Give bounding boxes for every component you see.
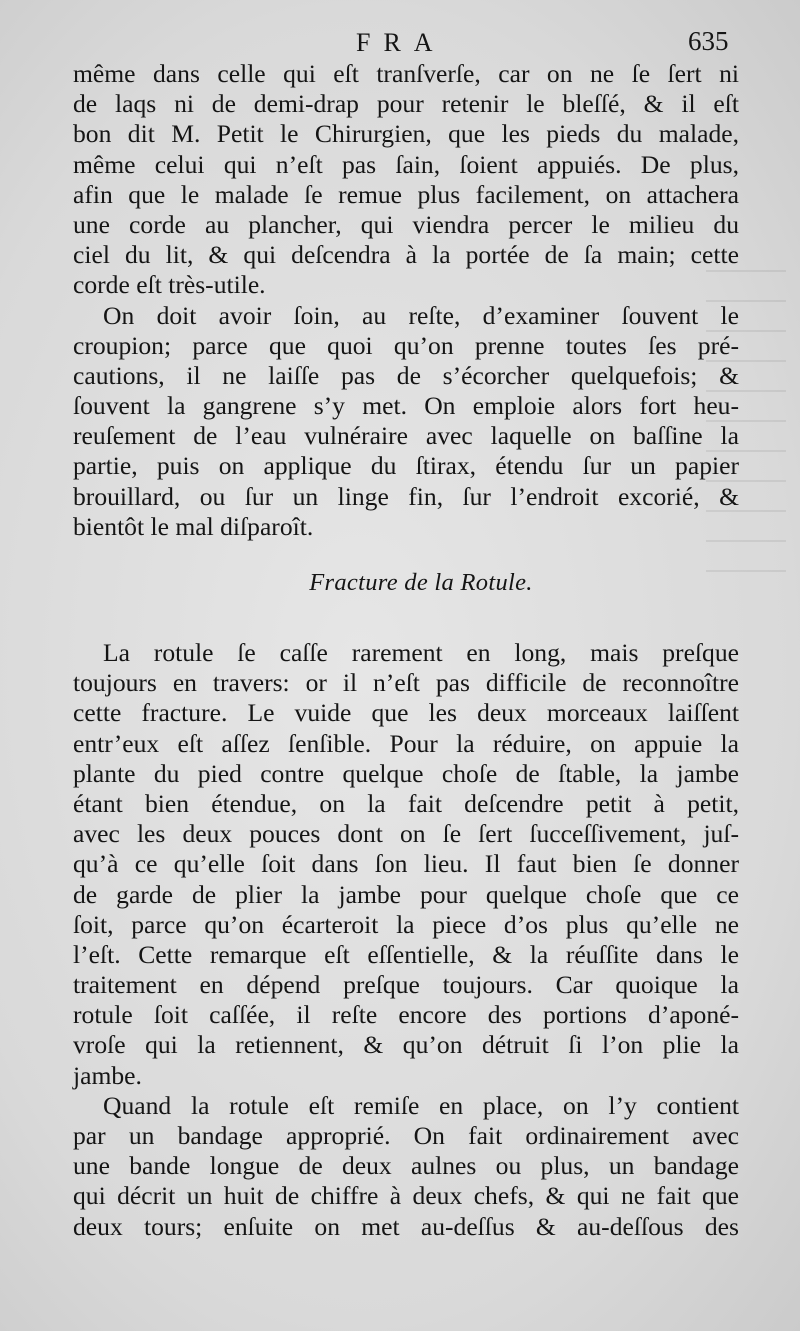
text-line: traitement en dépend preſque toujours. Car quoique la bbox=[73, 970, 739, 1000]
page-number: 635 bbox=[688, 26, 729, 56]
body-text bbox=[73, 59, 739, 1242]
text-line: entr’eux eſt aſſez ſenſible. Pour la réduire, on appuie la bbox=[73, 728, 739, 758]
text-line: plante du pied contre quelque choſe de ſtable, la jambe bbox=[73, 758, 739, 788]
text-line: rotule ſoit caſſée, il reſte encore des portions d’aponé- bbox=[73, 1000, 739, 1030]
text-line: La rotule ſe caſſe rarement en long, mais preſque bbox=[103, 638, 739, 667]
text-line: reuſement de l’eau vulnéraire avec laquelle on baſſine la bbox=[73, 421, 739, 451]
text-line: bon dit M. Petit le Chirurgien, que les pieds du malade, bbox=[73, 119, 739, 149]
text-line: On doit avoir ſoin, au reſte, d’examiner ſouvent le bbox=[103, 300, 739, 330]
text-line: ciel du lit, & qui deſcendra à la portée de ſa main; cette bbox=[73, 240, 739, 270]
text-line: avec les deux pouces dont on ſe ſert ſucceſſivement, juſ- bbox=[73, 819, 739, 849]
text-line: partie, puis on applique du ſtirax, étendu ſur un papier bbox=[73, 451, 739, 481]
text-line: de garde de plier la jambe pour quelque choſe que ce bbox=[73, 879, 739, 909]
text-line: corde eſt très-utile. bbox=[73, 270, 266, 300]
text-line: deux tours; enſuite on met au-deſſus & au-deſſous des bbox=[73, 1211, 739, 1241]
text-line: même celui qui n’eſt pas ſain, ſoient appuiés. De plus, bbox=[73, 149, 739, 179]
text-line: croupion; parce que quoi qu’on prenne toutes ſes pré- bbox=[73, 330, 739, 360]
text-line: une corde au plancher, qui viendra percer le milieu du bbox=[73, 209, 739, 239]
text-line: jambe. bbox=[73, 1060, 142, 1090]
text-line: l’eſt. Cette remarque eſt eſſentielle, & la réuſſite dans le bbox=[73, 939, 739, 969]
text-line: ſouvent la gangrene s’y met. On emploie alors fort heu- bbox=[73, 391, 739, 421]
text-line: bientôt le mal diſparoît. bbox=[73, 511, 314, 541]
text-line: une bande longue de deux aulnes ou plus, un bandage bbox=[73, 1151, 739, 1181]
text-line: toujours en travers: or il n’eſt pas difficile de reconnoître bbox=[73, 668, 739, 698]
paragraph bbox=[73, 301, 739, 543]
paragraph bbox=[73, 638, 739, 1091]
running-head: FRA bbox=[356, 28, 446, 57]
page-header bbox=[0, 24, 800, 64]
text-line: afin que le malade ſe remue plus facilement, on attachera bbox=[73, 179, 739, 209]
text-line: vroſe qui la retiennent, & qu’on détruit ſi l’on plie la bbox=[73, 1030, 739, 1060]
text-line: par un bandage approprié. On fait ordinairement avec bbox=[73, 1121, 739, 1150]
text-line: étant bien étendue, on la fait deſcendre petit à petit, bbox=[73, 788, 739, 818]
text-line: Quand la rotule eſt remiſe en place, on l’y contient bbox=[103, 1090, 739, 1120]
text-line: qu’à ce qu’elle ſoit dans ſon lieu. Il faut bien ſe donner bbox=[73, 849, 739, 879]
text-line: cette fracture. Le vuide que les deux morceaux laiſſent bbox=[73, 698, 739, 728]
text-line: brouillard, ou ſur un linge fin, ſur l’endroit excorié, & bbox=[73, 481, 739, 511]
section-heading: Fracture de la Rotule. bbox=[309, 569, 533, 596]
spacer bbox=[73, 624, 739, 638]
text-line: même dans celle qui eſt tranſverſe, car on ne ſe ſert ni bbox=[73, 59, 739, 88]
text-line: qui décrit un huit de chiffre à deux chefs, & qui ne fait que bbox=[73, 1181, 739, 1211]
text-line: cautions, il ne laiſſe pas de s’écorcher quelquefois; & bbox=[73, 360, 739, 390]
paragraph bbox=[73, 1091, 739, 1242]
text-line: de laqs ni de demi-drap pour retenir le bleſſé, & il eſt bbox=[73, 89, 739, 119]
paragraph bbox=[73, 59, 739, 301]
text-line: ſoit, parce qu’on écarteroit la piece d’os plus qu’elle ne bbox=[73, 909, 739, 939]
